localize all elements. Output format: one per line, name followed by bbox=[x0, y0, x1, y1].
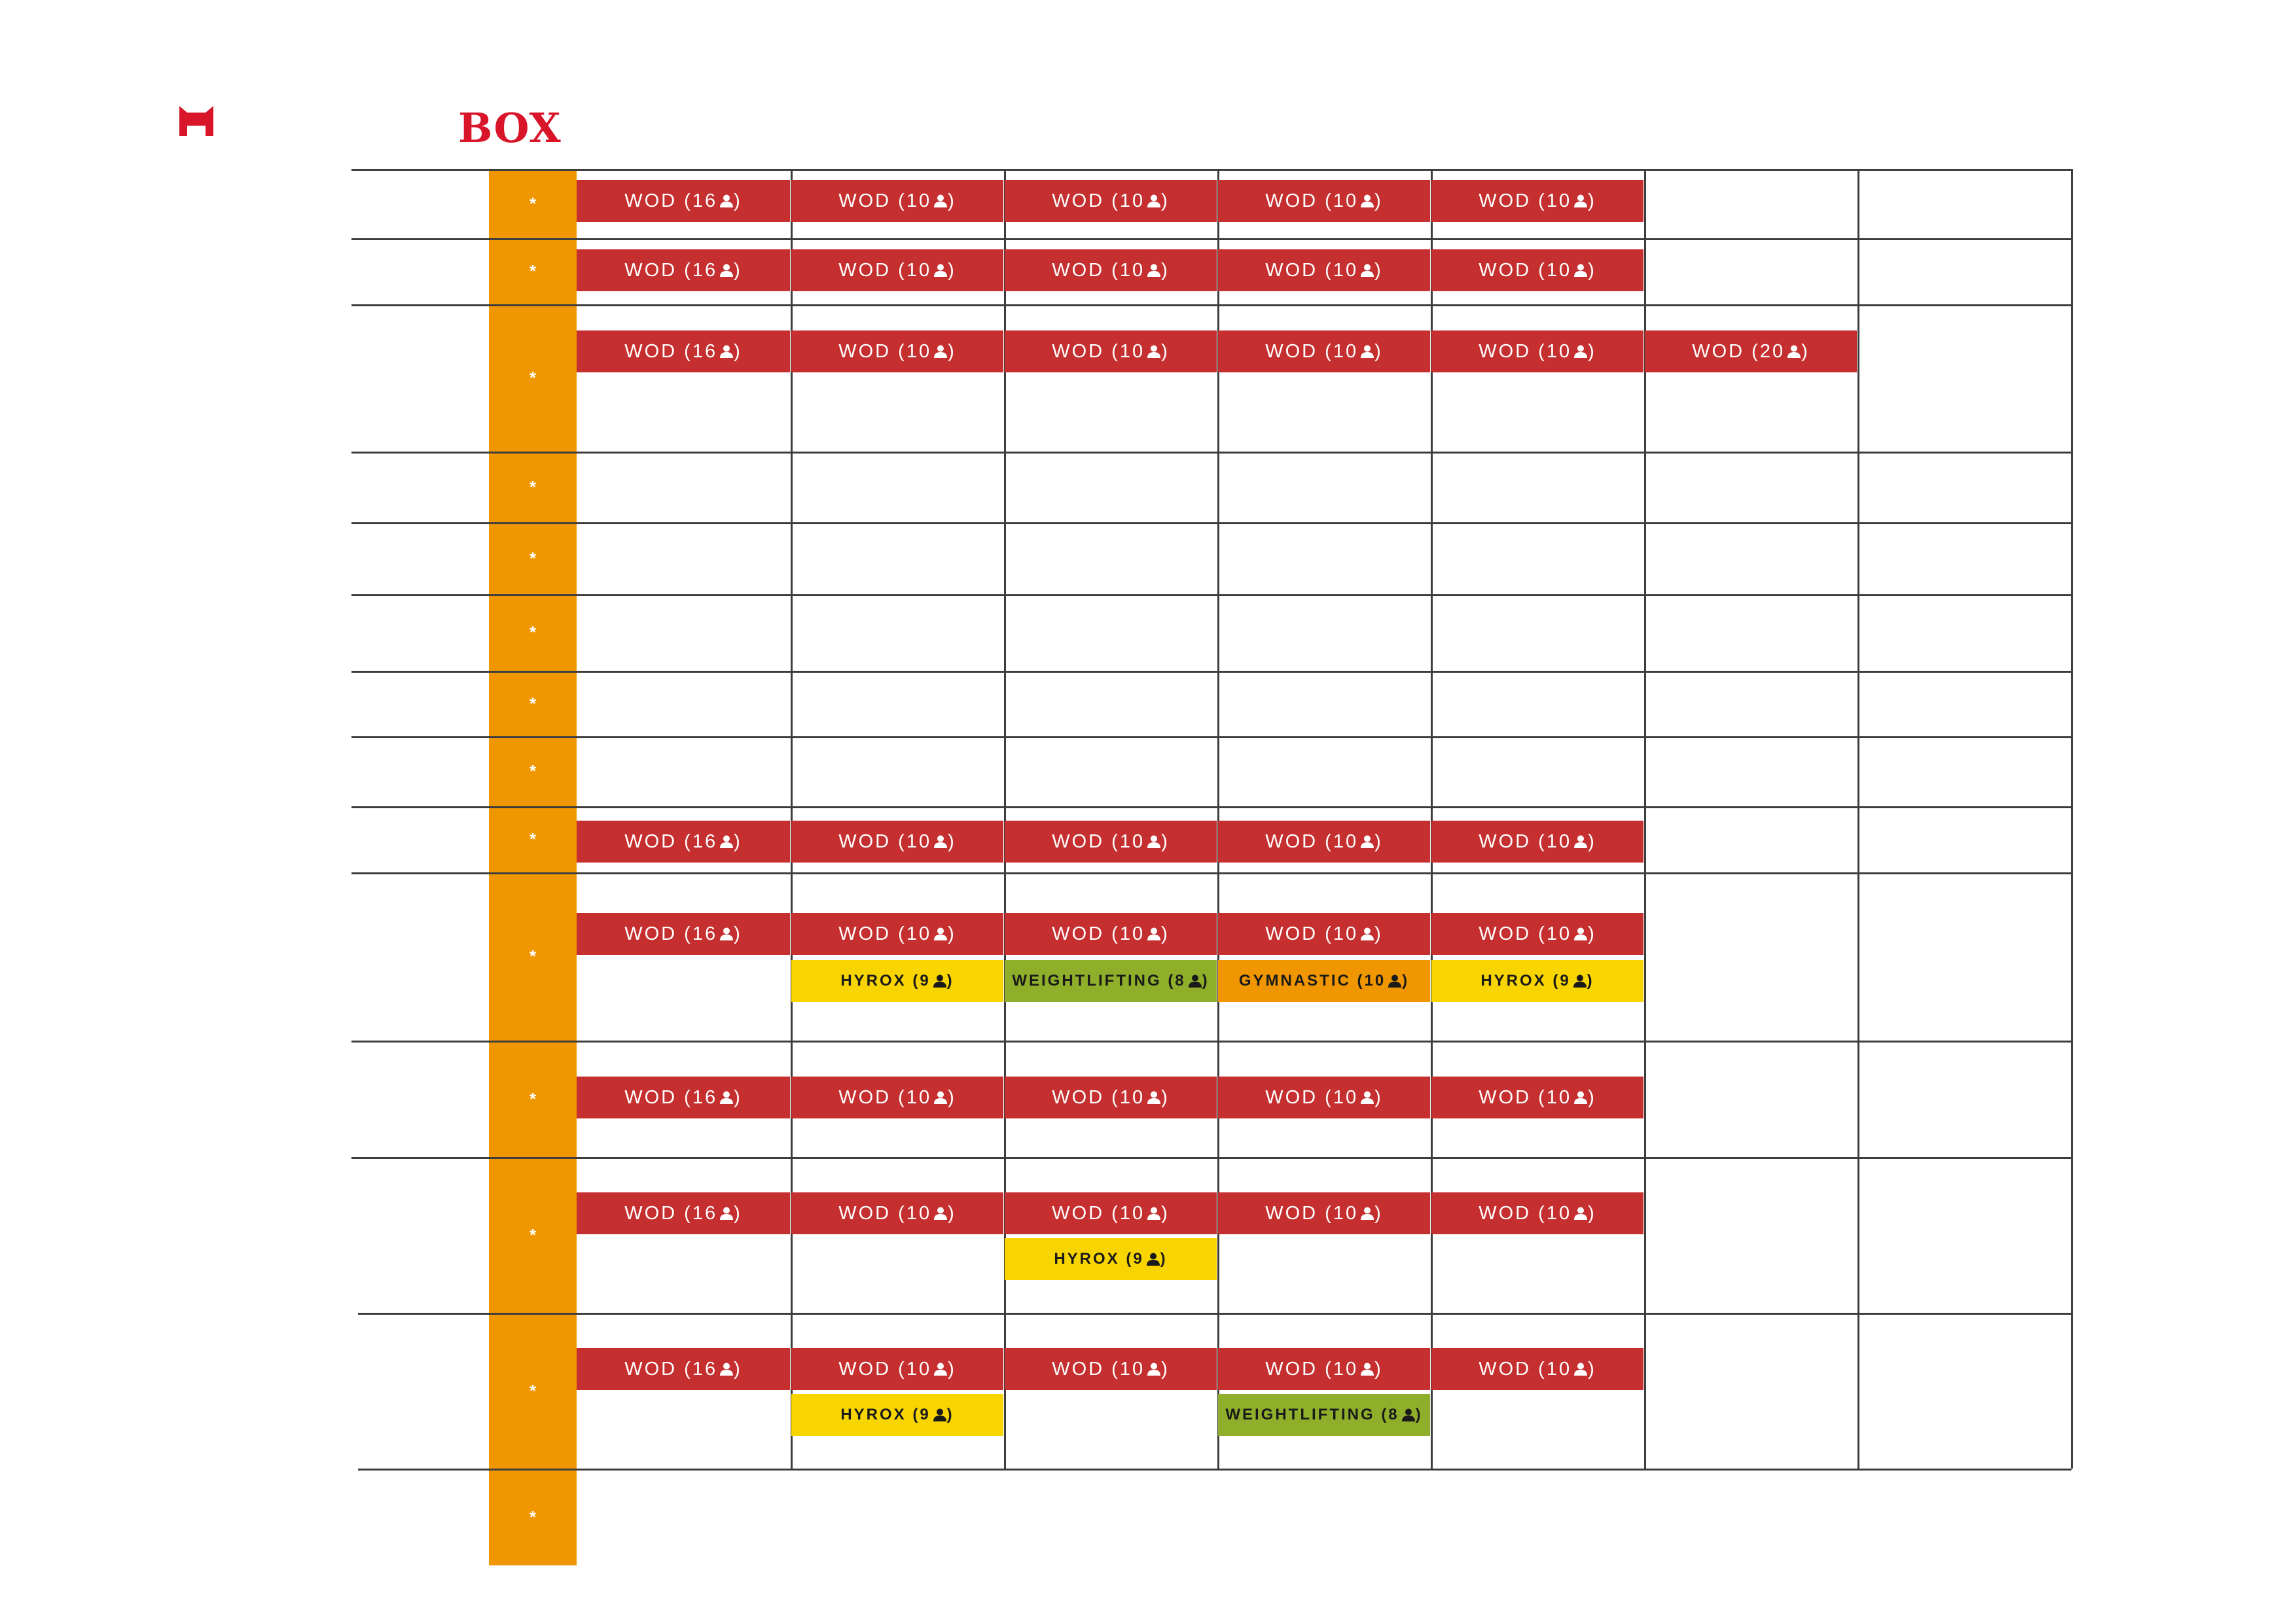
wod-class-block[interactable] bbox=[1218, 821, 1430, 863]
person-icon bbox=[719, 1206, 734, 1221]
person-icon bbox=[933, 1090, 948, 1105]
wod-class-block[interactable] bbox=[1431, 249, 1643, 291]
class-label: WOD (16 bbox=[624, 830, 718, 852]
class-label-suffix: ) bbox=[1374, 923, 1383, 944]
class-label-suffix: ) bbox=[1402, 972, 1410, 990]
page-title: BOX bbox=[458, 104, 562, 152]
person-icon bbox=[1147, 263, 1161, 277]
time-slot-label: * bbox=[529, 946, 537, 966]
class-label: WOD (10 bbox=[1052, 1358, 1145, 1380]
class-label-suffix: ) bbox=[948, 1358, 956, 1380]
wod-class-block[interactable] bbox=[1431, 1077, 1643, 1118]
wod-class-block[interactable] bbox=[1218, 1348, 1430, 1390]
wod-class-block[interactable] bbox=[1431, 913, 1643, 955]
class-label: GYMNASTIC (10 bbox=[1238, 972, 1386, 990]
person-icon bbox=[1147, 194, 1161, 208]
class-label: WOD (10 bbox=[838, 190, 932, 211]
wod-class-block[interactable] bbox=[1431, 1348, 1643, 1390]
class-label-suffix: ) bbox=[948, 923, 956, 944]
wod-class-block[interactable] bbox=[1431, 821, 1643, 863]
class-label: HYROX (9 bbox=[840, 972, 931, 990]
hyrox-class-block[interactable] bbox=[791, 960, 1003, 1002]
grid-row-divider bbox=[351, 169, 2072, 171]
wod-class-block[interactable] bbox=[791, 1192, 1003, 1234]
class-label: WOD (16 bbox=[624, 1086, 718, 1108]
person-icon bbox=[1360, 1362, 1374, 1376]
person-icon bbox=[933, 194, 948, 208]
class-label-suffix: ) bbox=[1588, 923, 1596, 944]
class-label-suffix: ) bbox=[946, 972, 954, 990]
time-slot-label: * bbox=[529, 829, 537, 849]
class-label-suffix: ) bbox=[1161, 923, 1170, 944]
class-label-suffix: ) bbox=[1374, 1202, 1383, 1224]
class-label: WOD (10 bbox=[1479, 830, 1572, 852]
time-slot-label: * bbox=[529, 368, 537, 387]
class-label: WOD (16 bbox=[624, 190, 718, 211]
class-label: WOD (10 bbox=[1265, 1358, 1359, 1380]
class-label-suffix: ) bbox=[734, 923, 742, 944]
class-label-suffix: ) bbox=[1161, 340, 1170, 362]
wod-class-block[interactable] bbox=[791, 913, 1003, 955]
class-label-suffix: ) bbox=[734, 259, 742, 281]
time-slot-label: * bbox=[529, 548, 537, 568]
wod-class-block[interactable] bbox=[577, 180, 790, 222]
gymnastic-class-block[interactable] bbox=[1218, 960, 1430, 1002]
class-label: WOD (10 bbox=[838, 340, 932, 362]
class-label: WOD (10 bbox=[1052, 190, 1145, 211]
class-label: WOD (16 bbox=[624, 1202, 718, 1224]
grid-row-divider bbox=[351, 452, 2072, 454]
wod-class-block[interactable] bbox=[1005, 1348, 1217, 1390]
class-label-suffix: ) bbox=[734, 1358, 742, 1380]
class-label: WOD (10 bbox=[1479, 1358, 1572, 1380]
person-icon bbox=[1401, 1408, 1416, 1422]
class-label-suffix: ) bbox=[734, 340, 742, 362]
class-label: WOD (16 bbox=[624, 259, 718, 281]
class-label-suffix: ) bbox=[948, 190, 956, 211]
wod-class-block[interactable] bbox=[1218, 1192, 1430, 1234]
wod-class-block[interactable] bbox=[1218, 249, 1430, 291]
grid-column-divider bbox=[2071, 169, 2073, 1469]
grid-row-divider bbox=[358, 1313, 2072, 1315]
class-label: WOD (10 bbox=[1479, 923, 1572, 944]
grid-row-divider bbox=[351, 522, 2072, 524]
class-label-suffix: ) bbox=[1801, 340, 1810, 362]
person-icon bbox=[933, 1408, 947, 1422]
class-label: WOD (10 bbox=[1052, 923, 1145, 944]
class-label-suffix: ) bbox=[1415, 1406, 1423, 1423]
class-label: WOD (16 bbox=[624, 923, 718, 944]
class-label: WOD (10 bbox=[1052, 259, 1145, 281]
wod-class-block[interactable] bbox=[1218, 1077, 1430, 1118]
class-label-suffix: ) bbox=[1374, 340, 1383, 362]
wod-class-block[interactable] bbox=[791, 180, 1003, 222]
wod-class-block[interactable] bbox=[1218, 913, 1430, 955]
person-icon bbox=[1360, 834, 1374, 849]
wod-class-block[interactable] bbox=[1005, 913, 1217, 955]
class-label: WOD (20 bbox=[1692, 340, 1785, 362]
person-icon bbox=[933, 927, 948, 941]
person-icon bbox=[1573, 1090, 1588, 1105]
wod-class-block[interactable] bbox=[577, 249, 790, 291]
class-label-suffix: ) bbox=[1374, 190, 1383, 211]
time-slot-label: * bbox=[529, 693, 537, 713]
class-label-suffix: ) bbox=[1588, 1086, 1596, 1108]
class-label-suffix: ) bbox=[1374, 1086, 1383, 1108]
person-icon bbox=[1147, 927, 1161, 941]
person-icon bbox=[1360, 1206, 1374, 1221]
class-label: HYROX (9 bbox=[1054, 1250, 1144, 1268]
class-label-suffix: ) bbox=[1161, 1358, 1170, 1380]
person-icon bbox=[1573, 927, 1588, 941]
class-label-suffix: ) bbox=[948, 1202, 956, 1224]
class-label: WOD (10 bbox=[1265, 1202, 1359, 1224]
class-label: WOD (10 bbox=[1265, 923, 1359, 944]
time-slot-label: * bbox=[529, 1507, 537, 1527]
hyrox-class-block[interactable] bbox=[1431, 960, 1643, 1002]
person-icon bbox=[1360, 1090, 1374, 1105]
wod-class-block[interactable] bbox=[1005, 180, 1217, 222]
wod-class-block[interactable] bbox=[1005, 330, 1217, 372]
class-label: WEIGHTLIFTING (8 bbox=[1012, 972, 1186, 990]
time-slot-label: * bbox=[529, 1380, 537, 1400]
class-label: WOD (10 bbox=[1265, 190, 1359, 211]
class-label: WOD (10 bbox=[1479, 340, 1572, 362]
person-icon bbox=[719, 263, 734, 277]
time-slot-label: * bbox=[529, 261, 537, 281]
class-label-suffix: ) bbox=[734, 830, 742, 852]
wod-class-block[interactable] bbox=[791, 249, 1003, 291]
person-icon bbox=[719, 1090, 734, 1105]
grid-row-divider bbox=[358, 1469, 2072, 1471]
class-label-suffix: ) bbox=[734, 1086, 742, 1108]
class-label-suffix: ) bbox=[734, 1202, 742, 1224]
hyrox-class-block[interactable] bbox=[1005, 1238, 1217, 1280]
class-label: WOD (10 bbox=[838, 1358, 932, 1380]
grid-row-divider bbox=[351, 806, 2072, 808]
grid-row-divider bbox=[351, 594, 2072, 596]
person-icon bbox=[933, 1362, 948, 1376]
wod-class-block[interactable] bbox=[1005, 821, 1217, 863]
person-icon bbox=[1146, 1252, 1160, 1266]
class-label-suffix: ) bbox=[948, 340, 956, 362]
class-label-suffix: ) bbox=[948, 1086, 956, 1108]
wod-class-block[interactable] bbox=[1431, 330, 1643, 372]
class-label-suffix: ) bbox=[1374, 1358, 1383, 1380]
class-label: WOD (10 bbox=[1265, 830, 1359, 852]
weightlifting-class-block[interactable] bbox=[1005, 960, 1217, 1002]
person-icon bbox=[1573, 1362, 1588, 1376]
wod-class-block[interactable] bbox=[1431, 1192, 1643, 1234]
class-label-suffix: ) bbox=[946, 1406, 954, 1423]
class-label: WOD (10 bbox=[1479, 1086, 1572, 1108]
grid-row-divider bbox=[351, 872, 2072, 874]
class-label: WOD (16 bbox=[624, 1358, 718, 1380]
time-slot-label: * bbox=[529, 193, 537, 213]
person-icon bbox=[1147, 834, 1161, 849]
hyrox-class-block[interactable] bbox=[791, 1394, 1003, 1436]
class-label: HYROX (9 bbox=[1480, 972, 1571, 990]
person-icon bbox=[719, 834, 734, 849]
person-icon bbox=[1360, 344, 1374, 359]
time-slot-label: * bbox=[529, 476, 537, 497]
wod-class-block[interactable] bbox=[577, 1077, 790, 1118]
person-icon bbox=[1147, 344, 1161, 359]
time-slot-label: * bbox=[529, 761, 537, 781]
person-icon bbox=[933, 344, 948, 359]
class-label-suffix: ) bbox=[1161, 190, 1170, 211]
grid-column-divider bbox=[1857, 169, 1859, 1469]
class-label: WOD (10 bbox=[1265, 1086, 1359, 1108]
person-icon bbox=[719, 927, 734, 941]
wod-class-block[interactable] bbox=[791, 1077, 1003, 1118]
class-label: WEIGHTLIFTING (8 bbox=[1225, 1406, 1399, 1423]
wod-class-block[interactable] bbox=[791, 1348, 1003, 1390]
class-label-suffix: ) bbox=[1588, 190, 1596, 211]
class-label: WOD (10 bbox=[1265, 259, 1359, 281]
person-icon bbox=[1787, 344, 1801, 359]
person-icon bbox=[1573, 974, 1587, 988]
person-icon bbox=[719, 344, 734, 359]
class-label: WOD (10 bbox=[1052, 1086, 1145, 1108]
wod-class-block[interactable] bbox=[577, 913, 790, 955]
wod-class-block[interactable] bbox=[791, 330, 1003, 372]
wod-class-block[interactable] bbox=[577, 821, 790, 863]
class-label-suffix: ) bbox=[1588, 830, 1596, 852]
time-slot-label: * bbox=[529, 1224, 537, 1245]
wod-class-block[interactable] bbox=[1005, 1077, 1217, 1118]
wod-class-block[interactable] bbox=[577, 330, 790, 372]
person-icon bbox=[1388, 974, 1402, 988]
time-slot-label: * bbox=[529, 1088, 537, 1109]
grid-row-divider bbox=[351, 1041, 2072, 1043]
class-label-suffix: ) bbox=[1161, 1202, 1170, 1224]
person-icon bbox=[1147, 1090, 1161, 1105]
person-icon bbox=[933, 974, 947, 988]
wod-class-block[interactable] bbox=[1005, 1192, 1217, 1234]
person-icon bbox=[1573, 834, 1588, 849]
person-icon bbox=[1147, 1206, 1161, 1221]
wod-class-block[interactable] bbox=[1005, 249, 1217, 291]
class-label-suffix: ) bbox=[948, 259, 956, 281]
class-label-suffix: ) bbox=[1587, 972, 1594, 990]
person-icon bbox=[1573, 263, 1588, 277]
person-icon bbox=[1147, 1362, 1161, 1376]
person-icon bbox=[719, 194, 734, 208]
time-slot-label: * bbox=[529, 622, 537, 642]
wod-class-block[interactable] bbox=[1431, 180, 1643, 222]
class-label: WOD (10 bbox=[1265, 340, 1359, 362]
person-icon bbox=[933, 263, 948, 277]
person-icon bbox=[933, 834, 948, 849]
person-icon bbox=[933, 1206, 948, 1221]
grid-row-divider bbox=[351, 736, 2072, 738]
class-label-suffix: ) bbox=[1588, 1202, 1596, 1224]
person-icon bbox=[1360, 927, 1374, 941]
class-label-suffix: ) bbox=[1161, 1086, 1170, 1108]
grid-row-divider bbox=[351, 304, 2072, 306]
wod-class-block[interactable] bbox=[1645, 330, 1857, 372]
class-label-suffix: ) bbox=[1588, 1358, 1596, 1380]
class-label: HYROX (9 bbox=[840, 1406, 931, 1423]
class-label: WOD (10 bbox=[1052, 340, 1145, 362]
class-label: WOD (10 bbox=[838, 830, 932, 852]
person-icon bbox=[1360, 263, 1374, 277]
grid-row-divider bbox=[351, 671, 2072, 673]
class-label: WOD (10 bbox=[838, 1202, 932, 1224]
wod-class-block[interactable] bbox=[577, 1192, 790, 1234]
wod-class-block[interactable] bbox=[791, 821, 1003, 863]
class-label: WOD (10 bbox=[838, 923, 932, 944]
class-label-suffix: ) bbox=[1588, 259, 1596, 281]
grid-row-divider bbox=[351, 1157, 2072, 1159]
class-label: WOD (10 bbox=[1479, 190, 1572, 211]
class-label-suffix: ) bbox=[1202, 972, 1210, 990]
class-label: WOD (10 bbox=[1479, 1202, 1572, 1224]
grid-row-divider bbox=[351, 238, 2072, 240]
wod-class-block[interactable] bbox=[1218, 180, 1430, 222]
class-label-suffix: ) bbox=[948, 830, 956, 852]
class-label-suffix: ) bbox=[1161, 259, 1170, 281]
person-icon bbox=[719, 1362, 734, 1376]
person-icon bbox=[1360, 194, 1374, 208]
class-label-suffix: ) bbox=[1161, 830, 1170, 852]
person-icon bbox=[1573, 194, 1588, 208]
class-label: WOD (10 bbox=[838, 1086, 932, 1108]
weightlifting-class-block[interactable] bbox=[1218, 1394, 1430, 1436]
person-icon bbox=[1188, 974, 1202, 988]
person-icon bbox=[1573, 1206, 1588, 1221]
class-label: WOD (10 bbox=[1052, 830, 1145, 852]
class-label-suffix: ) bbox=[734, 190, 742, 211]
class-label: WOD (10 bbox=[1479, 259, 1572, 281]
class-label-suffix: ) bbox=[1374, 259, 1383, 281]
wod-class-block[interactable] bbox=[577, 1348, 790, 1390]
class-label-suffix: ) bbox=[1374, 830, 1383, 852]
class-label: WOD (10 bbox=[1052, 1202, 1145, 1224]
wod-class-block[interactable] bbox=[1218, 330, 1430, 372]
class-label-suffix: ) bbox=[1588, 340, 1596, 362]
class-label-suffix: ) bbox=[1160, 1250, 1168, 1268]
class-label: WOD (10 bbox=[838, 259, 932, 281]
person-icon bbox=[1573, 344, 1588, 359]
class-label: WOD (16 bbox=[624, 340, 718, 362]
